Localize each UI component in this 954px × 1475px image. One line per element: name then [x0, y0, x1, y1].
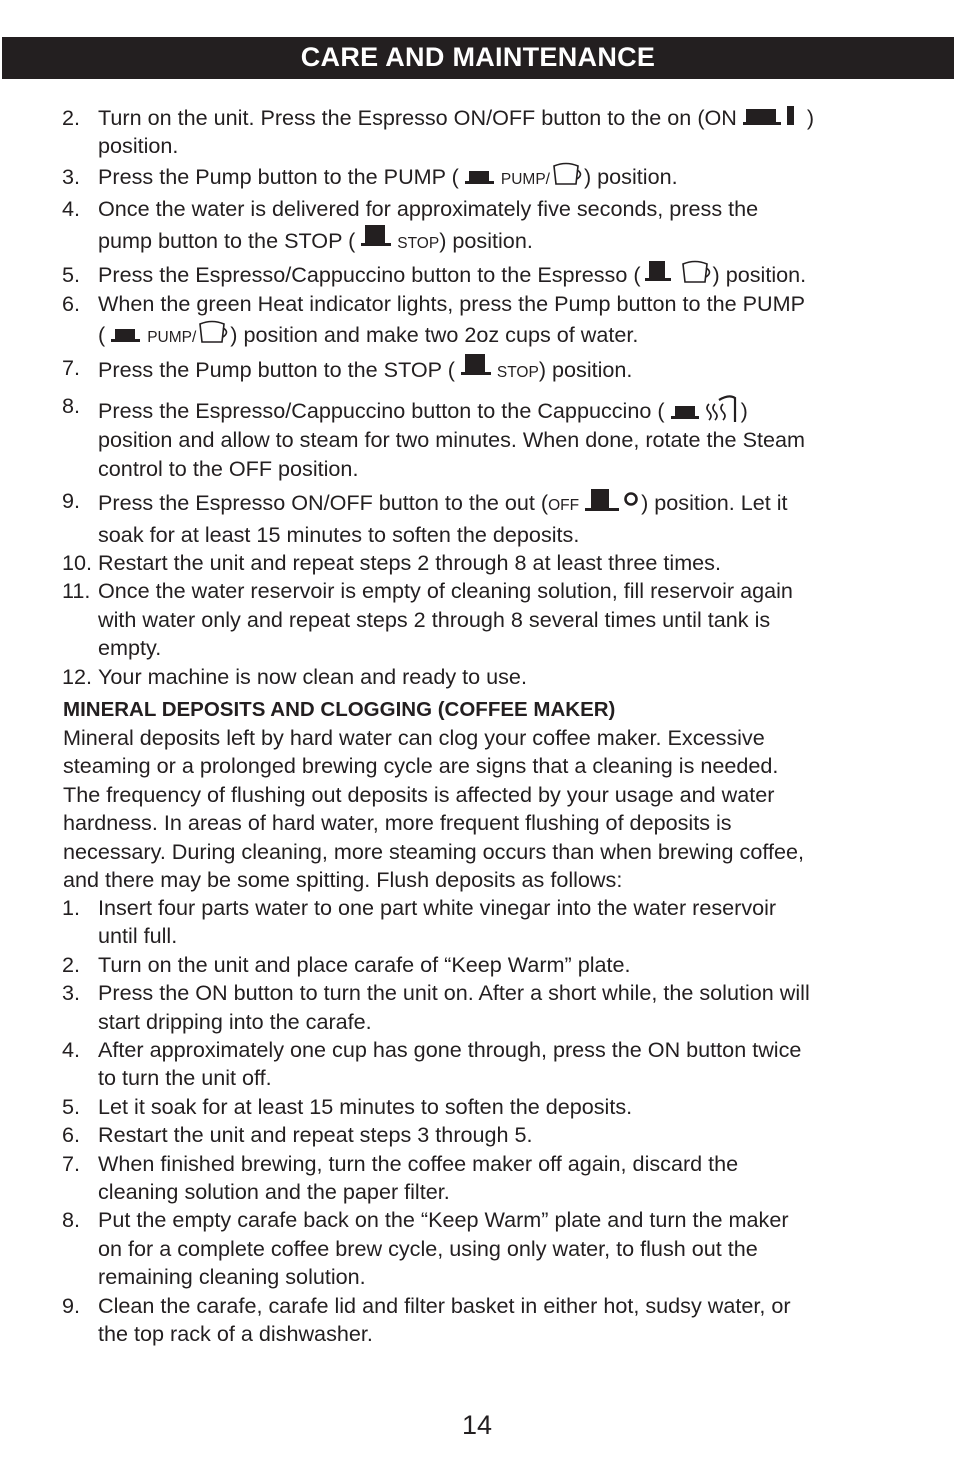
step-text-line: Turn on the unit and place carafe of “Keep Warm” plate.	[98, 951, 631, 977]
step-text-after: ) position.	[538, 357, 633, 383]
cup-icon	[679, 259, 713, 285]
step-text-after: ) position and make two 2oz cups of water.	[230, 322, 639, 348]
step-text-line: Let it soak for at least 15 minutes to soften the deposits.	[98, 1093, 633, 1119]
switch-stop-icon	[355, 223, 397, 251]
espresso-steps-list	[62, 104, 892, 691]
step-text-line: Put the empty carafe back on the “Keep Warm” plate and turn the maker	[98, 1207, 789, 1233]
on-label: ON	[704, 105, 737, 130]
step-text-line: Restart the unit and repeat steps 3 through 5.	[98, 1122, 533, 1148]
step-text-line: until full.	[98, 923, 178, 949]
list-item	[62, 259, 892, 290]
step-text-line: the top rack of a dishwasher.	[98, 1321, 373, 1347]
step-text-after: ) position.	[439, 228, 533, 254]
step-text-line: Press the ON button to turn the unit on. After a short while, the solution will	[98, 980, 810, 1006]
steam-icon	[671, 392, 741, 426]
step-text: Turn on the unit. Press the Espresso ON/OFF button to the on (	[98, 105, 705, 130]
step-text-line: When finished brewing, turn the coffee maker off again, discard the	[98, 1150, 739, 1176]
step-text: Press the Espresso/Cappuccino button to the Cappuccino (	[98, 398, 665, 424]
step-text: When the green Heat indicator lights, press the Pump button to the PUMP	[98, 290, 805, 316]
intro-line: The frequency of flushing out deposits is affected by your usage and water	[63, 781, 775, 807]
list-item	[62, 894, 892, 951]
step-text-line: on for a complete coffee brew cycle, using only water, to flush out the	[98, 1235, 758, 1261]
intro-line: necessary. During cleaning, more steaming occurs than when brewing coffee,	[63, 838, 804, 864]
step-number: 3.	[62, 163, 81, 189]
intro-line: Mineral deposits left by hard water can clog your coffee maker. Excessive	[63, 725, 765, 750]
cup-icon	[550, 161, 584, 187]
step-text-line2: soak for at least 15 minutes to soften the deposits.	[98, 521, 580, 547]
list-item	[62, 549, 892, 577]
step-text-line2: with water only and repeat steps 2 through 8 several times until tank is	[98, 606, 771, 632]
step-text-after: ) position.	[583, 163, 678, 189]
step-number: 6.	[62, 1122, 81, 1148]
step-number: 1.	[62, 895, 81, 920]
step-number: 9.	[62, 1292, 81, 1318]
step-number: 9.	[62, 488, 81, 514]
step-text: Press the Pump button to the PUMP (	[98, 163, 459, 189]
list-item	[62, 663, 892, 691]
list-item	[62, 1206, 892, 1291]
step-text-after: ) position.	[712, 261, 807, 287]
step-text: Your machine is now clean and ready to use.	[98, 663, 527, 689]
list-item	[62, 352, 892, 388]
stop-label: STOP	[397, 235, 440, 253]
list-item	[62, 1150, 892, 1207]
intro-line: and there may be some spitting. Flush deposits as follows:	[63, 867, 623, 893]
step-text-after: ) position. Let it	[641, 490, 788, 516]
list-item	[62, 290, 892, 353]
pump-label: PUMP/	[147, 329, 197, 347]
step-number: 8.	[62, 1207, 81, 1233]
step-number: 11.	[62, 578, 91, 604]
step-text-line: cleaning solution and the paper filter.	[98, 1179, 450, 1205]
off-label: OFF	[548, 497, 580, 515]
intro-line: hardness. In areas of hard water, more frequent flushing of deposits is	[63, 810, 732, 836]
step-text-line2: position.	[98, 133, 179, 159]
step-number: 2.	[62, 951, 81, 977]
list-item	[62, 1292, 892, 1349]
step-text-after: )	[800, 105, 815, 130]
step-text: Press the Espresso/Cappuccino button to the Espresso (	[98, 261, 641, 287]
switch-pressed-icon	[465, 167, 495, 187]
switch-pressed-icon	[111, 325, 141, 345]
step-text: Once the water is delivered for approximately five seconds, press the	[98, 195, 759, 221]
list-item	[62, 487, 892, 549]
step-number: 4.	[62, 195, 81, 221]
coffee-steps-list	[62, 894, 892, 1349]
step-number: 3.	[62, 980, 81, 1006]
list-item	[62, 951, 892, 979]
step-text-line: Clean the carafe, carafe lid and filter basket in either hot, sudsy water, or	[98, 1292, 791, 1318]
step-text: Press the Espresso ON/OFF button to the out (	[98, 490, 549, 516]
header-bar	[2, 37, 954, 79]
switch-espresso-icon	[641, 259, 679, 285]
step-text-line3: control to the OFF position.	[98, 455, 359, 481]
step-text: Restart the unit and repeat steps 2 through 8 at least three times.	[98, 550, 721, 576]
pump-label: PUMP/	[500, 170, 550, 188]
step-text-after: )	[740, 398, 748, 424]
step-number: 5.	[62, 261, 81, 287]
step-number: 6.	[62, 290, 81, 316]
step-number: 2.	[62, 105, 81, 130]
stop-label: STOP	[496, 364, 539, 382]
switch-stop-icon	[455, 352, 497, 380]
list-item	[62, 392, 892, 483]
list-item	[62, 1093, 892, 1121]
step-text: Once the water reservoir is empty of cleaning solution, fill reservoir again	[98, 578, 793, 604]
switch-off-icon	[585, 487, 641, 513]
step-number: 10.	[62, 550, 93, 576]
step-text-line: to turn the unit off.	[98, 1065, 272, 1091]
step-text-line2: pump button to the STOP (	[98, 228, 356, 254]
section-intro	[63, 724, 893, 894]
step-number: 12.	[62, 663, 93, 689]
step-text-line2: (	[98, 322, 106, 348]
step-text-line: start dripping into the carafe.	[98, 1008, 372, 1034]
list-item	[62, 195, 892, 259]
step-number: 8.	[62, 393, 81, 419]
step-number: 4.	[62, 1037, 81, 1063]
list-item	[62, 104, 892, 161]
step-text-line: Insert four parts water to one part white vinegar into the water reservoir	[98, 895, 777, 920]
step-text-line: After approximately one cup has gone through, press the ON button twice	[98, 1037, 802, 1063]
list-item	[62, 979, 892, 1036]
page-number: 14	[461, 1410, 493, 1440]
step-text: Press the Pump button to the STOP (	[98, 357, 455, 383]
step-text-line2: position and allow to steam for two minutes. When done, rotate the Steam	[98, 427, 805, 453]
step-number: 5.	[62, 1093, 81, 1119]
list-item	[62, 577, 892, 662]
section-heading: MINERAL DEPOSITS AND CLOGGING (COFFEE MAKER)	[63, 698, 616, 721]
list-item	[62, 1121, 892, 1149]
list-item	[62, 161, 892, 195]
step-number: 7.	[62, 355, 81, 381]
page-title: CARE AND MAINTENANCE	[300, 42, 656, 72]
step-text-line: remaining cleaning solution.	[98, 1264, 366, 1290]
step-text-line3: empty.	[98, 635, 162, 661]
switch-on-icon	[743, 106, 801, 128]
step-number: 7.	[62, 1150, 81, 1176]
intro-line: steaming or a prolonged brewing cycle are signs that a cleaning is needed.	[63, 753, 779, 779]
list-item	[62, 1036, 892, 1093]
cup-icon	[196, 319, 230, 345]
